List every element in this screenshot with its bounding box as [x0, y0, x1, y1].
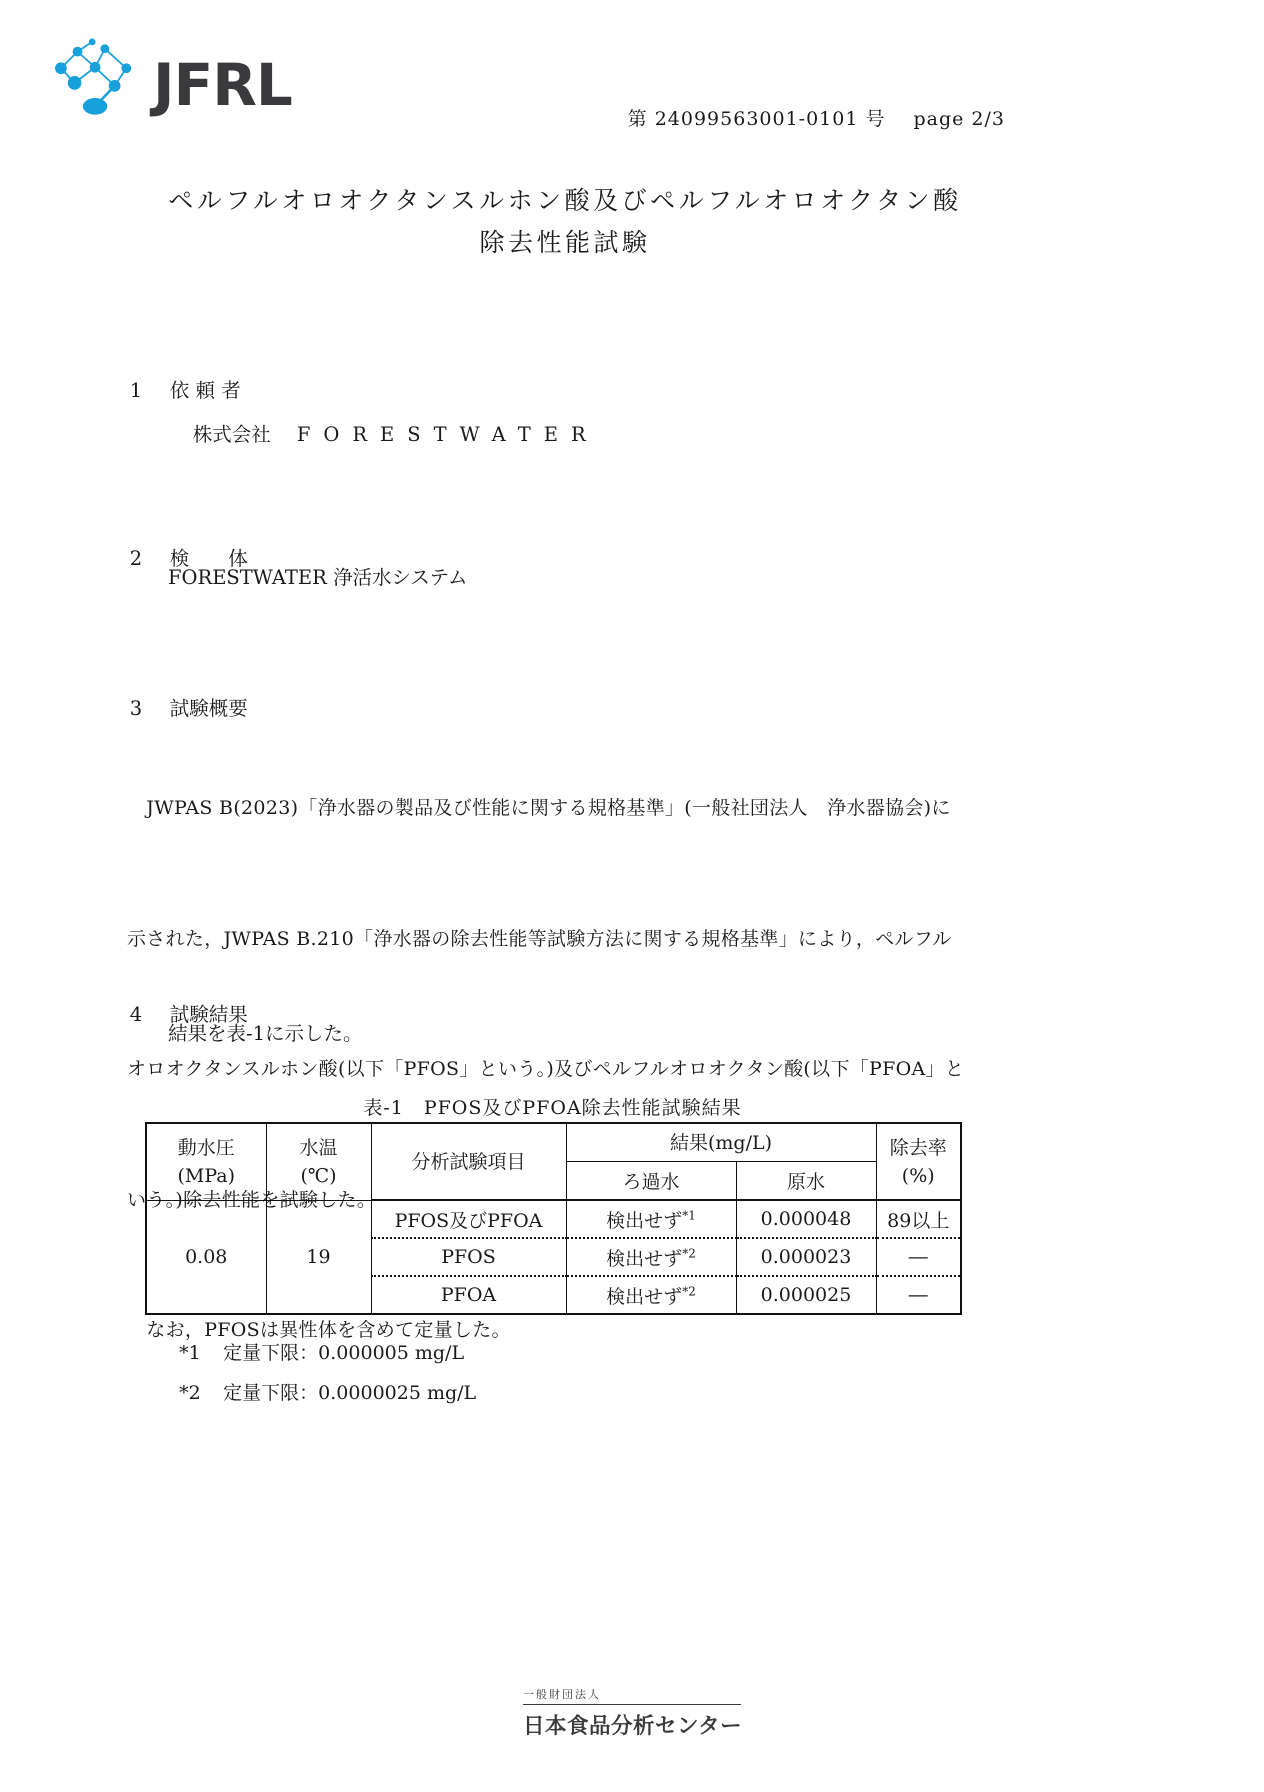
- test-results-note: 結果を表-1に示した。: [168, 1022, 363, 1045]
- raw-result: 0.000023: [736, 1238, 876, 1276]
- removal-rate: 89以上: [876, 1200, 961, 1238]
- section-4-label: 試験結果: [169, 1003, 248, 1026]
- requester-line: [168, 396, 599, 470]
- requester-name: FORESTWATER: [296, 423, 599, 446]
- footnote-2-text: 定量下限：0.0000025 mg/L: [223, 1382, 477, 1404]
- doc-number-line: [0, 104, 1005, 131]
- table-caption: 表-1 PFOS及びPFOA除去性能試験結果: [363, 1097, 742, 1119]
- paragraph-line: JWPAS B(2023)「浄水器の製品及び性能に関する規格基準」(一般社団法人 浄水器協会)に: [127, 797, 951, 819]
- filtered-result-text: 検出せず: [606, 1247, 683, 1270]
- header-removal-rate: [876, 1123, 961, 1200]
- analysis-item: PFOS及びPFOA: [371, 1200, 566, 1238]
- filtered-result: [566, 1238, 736, 1276]
- filtered-result-text: 検出せず: [606, 1209, 683, 1232]
- doc-number: 第 24099563001-0101 号: [627, 108, 886, 130]
- section-3-label: 試験概要: [169, 697, 248, 720]
- report-title-line1: ペルフルオロオクタンスルホン酸及びペルフルオロオクタン酸: [168, 186, 962, 215]
- paragraph-line: 示された，JWPAS B.210「浄水器の除去性能等試験方法に関する規格基準」により，ペルフル: [127, 927, 952, 950]
- temperature-value: 19: [266, 1200, 371, 1314]
- filtered-result: [566, 1200, 736, 1238]
- table-row: [146, 1200, 961, 1238]
- raw-result: 0.000025: [736, 1276, 876, 1314]
- filtered-result: [566, 1276, 736, 1314]
- section-1-number: 1: [129, 379, 143, 402]
- paragraph-line: なお，PFOSは異性体を含めて定量した。: [127, 1319, 511, 1341]
- filtered-result-note: *2: [682, 1246, 696, 1261]
- header-result-group: 結果(mg/L): [566, 1123, 876, 1162]
- header-pressure-label: 動水圧: [177, 1136, 235, 1159]
- footer-org-type: 一般財団法人: [523, 1686, 741, 1705]
- pressure-value: 0.08: [146, 1200, 266, 1314]
- analysis-item: PFOS: [371, 1238, 566, 1276]
- report-title: [0, 180, 1130, 264]
- specimen-name: FORESTWATER 浄活水システム: [168, 566, 468, 589]
- header-pressure: [146, 1123, 266, 1200]
- header-temperature: [266, 1123, 371, 1200]
- header-temperature-label: 水温: [299, 1136, 338, 1159]
- report-title-line2: 除去性能試験: [479, 228, 651, 257]
- filtered-result-note: *1: [682, 1208, 696, 1223]
- header-removal-label: 除去率: [889, 1136, 947, 1159]
- footnote-1-text: 定量下限：0.000005 mg/L: [223, 1342, 465, 1364]
- section-3-number: 3: [129, 697, 143, 720]
- removal-rate: ―: [876, 1276, 961, 1314]
- footnote-1-marker: *1: [179, 1342, 201, 1364]
- paragraph-line: いう。)除去性能を試験した。: [127, 1188, 377, 1211]
- section-1-label: 依 頼 者: [169, 379, 241, 402]
- removal-rate: ―: [876, 1238, 961, 1276]
- footer-org-name: 日本食品分析センター: [523, 1714, 743, 1739]
- footnote-2-marker: *2: [179, 1382, 201, 1404]
- section-2-number: 2: [129, 547, 143, 570]
- filtered-result-text: 検出せず: [606, 1285, 683, 1308]
- header-raw-water: 原水: [736, 1162, 876, 1201]
- requester-prefix: 株式会社: [192, 423, 271, 446]
- header-pressure-unit: (MPa): [177, 1164, 236, 1187]
- header-filtered-water: ろ過水: [566, 1162, 736, 1201]
- results-table: [145, 1122, 962, 1315]
- header-removal-unit: (%): [901, 1164, 935, 1187]
- section-2-label: 検 体: [169, 547, 248, 570]
- footer-logo: [523, 1686, 741, 1740]
- page-indicator: page 2/3: [913, 108, 1005, 130]
- raw-result: 0.000048: [736, 1200, 876, 1238]
- analysis-item: PFOA: [371, 1276, 566, 1314]
- header-temperature-unit: (℃): [300, 1164, 337, 1187]
- header-analysis-item: 分析試験項目: [371, 1123, 566, 1200]
- jfrl-logo-text: JFRL: [153, 51, 292, 119]
- footnote-2: [155, 1356, 476, 1427]
- paragraph-line: オロオクタンスルホン酸(以下「PFOS」という。)及びペルフルオロオクタン酸(以下「PFOA」と: [127, 1058, 965, 1080]
- filtered-result-note: *2: [682, 1284, 696, 1299]
- section-4-number: 4: [129, 1003, 143, 1026]
